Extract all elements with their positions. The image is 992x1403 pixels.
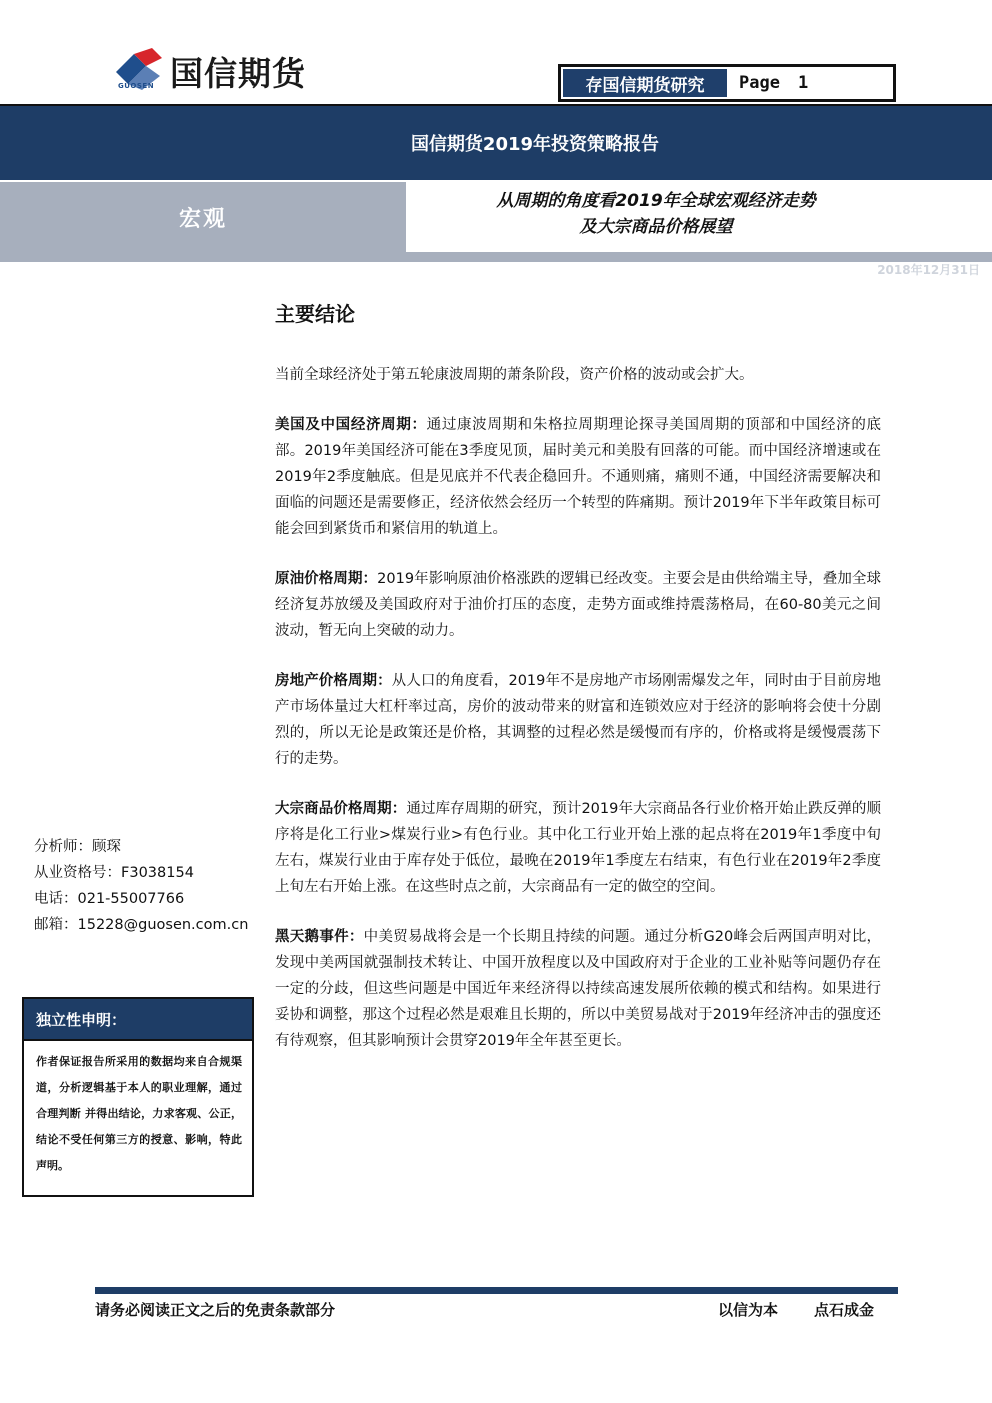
footer-mottos xyxy=(718,1299,874,1320)
intro-paragraph: 当前全球经济处于第五轮康波周期的萧条阶段，资产价格的波动或会扩大。 xyxy=(275,367,754,383)
report-title: 国信期货2019年投资策略报告 xyxy=(410,134,660,155)
paragraph-label: 美国及中国经济周期： xyxy=(275,417,427,433)
analyst-info xyxy=(34,834,248,938)
declaration-body: 作者保证报告所采用的数据均来自合规渠道，分析逻辑基于本人的职业理解，通过合理判断 并得出结论，力求客观、公正，结论不受任何第三方的授意、影响，特此声明。 xyxy=(36,1055,242,1172)
subtitle-line-1: 从周期的角度看2019年全球宏观经济走势 xyxy=(496,191,816,211)
page-indicator xyxy=(729,67,893,99)
paragraph-label: 原油价格周期： xyxy=(275,571,378,587)
footer-rule xyxy=(95,1287,898,1294)
paragraph-label: 房地产价格周期： xyxy=(275,673,392,689)
paragraph-oil xyxy=(275,566,881,644)
date-band xyxy=(0,252,992,262)
paragraph-real-estate xyxy=(275,668,881,772)
report-date: 2018年12月31日 xyxy=(877,263,980,277)
paragraph-label: 大宗商品价格周期： xyxy=(275,801,407,817)
logo-subtext: GUOSEN xyxy=(118,82,155,90)
paragraph-us-china xyxy=(275,412,881,542)
logo-text: 国信期货 xyxy=(170,54,306,93)
main-content xyxy=(275,362,881,1078)
paragraph-black-swan xyxy=(275,924,881,1054)
research-label: 存国信期货研究 xyxy=(561,67,729,99)
footer-motto-2: 点石成金 xyxy=(814,1301,875,1319)
paragraph-text: 中美贸易战将会是一个长期且持续的问题。通过分析G20峰会后两国声明对比，发现中美两国就强制技术转让、中国开放程度以及中国政府对于企业的工业补贴等问题仍存在一定的分歧，但这些问题是中国近年来经济得以持续高速发展所依赖的模式和结构。如果进行妥协和调整，那这个过程必然是艰难且长期的，所以中美贸易战对于2019年经济冲击的强度还有待观察，但其影响预计会贯穿2019年全年甚至更长。 xyxy=(275,929,882,1049)
analyst-email: 邮箱：15228@guosen.com.cn xyxy=(34,917,249,933)
paragraph-label: 黑天鹅事件： xyxy=(275,929,364,945)
subtitle-line-2: 及大宗商品价格展望 xyxy=(579,217,733,237)
paragraph-text: 2019年影响原油价格涨跌的逻辑已经改变。主要会是由供给端主导，叠加全球经济复苏放缓及美国政府对于油价打压的态度，走势方面或维持震荡格局，在60-80美元之间波动，暂无向上突破的动力。 xyxy=(275,571,882,639)
page-word: Page xyxy=(739,73,780,93)
footer-motto-1: 以信为本 xyxy=(718,1301,779,1319)
paragraph-text: 从人口的角度看，2019年不是房地产市场刚需爆发之年，同时由于目前房地产市场体量过大杠杆率过高，房价的波动带来的财富和连锁效应对于经济的影响将会使十分剧烈的，所以无论是政策还是价格，其调整的过程必然是缓慢而有序的，价格或将是缓慢震荡下行的走势。 xyxy=(275,673,882,767)
independence-declaration xyxy=(22,997,254,1197)
analyst-name: 分析师：顾琛 xyxy=(34,839,121,855)
footer-disclaimer: 请务必阅读正文之后的免责条款部分 xyxy=(95,1301,336,1319)
category-label: 宏观 xyxy=(178,206,227,232)
page-number: 1 xyxy=(797,73,809,93)
declaration-title: 独立性申明： xyxy=(24,999,252,1041)
analyst-license: 从业资格号：F3038154 xyxy=(34,865,194,881)
paragraph-commodities xyxy=(275,796,881,900)
company-logo xyxy=(112,46,352,92)
research-header-box xyxy=(558,64,896,102)
section-heading: 主要结论 xyxy=(275,302,355,326)
analyst-phone: 电话：021-55007766 xyxy=(34,891,185,907)
paragraph-text: 通过康波周期和朱格拉周期理论探寻美国周期的顶部和中国经济的底部。2019年美国经济可能在3季度见顶，届时美元和美股有回落的可能。而中国经济增速或在2019年2季度触底。但是见底并不代表企稳回升。不通则痛，痛则不通，中国经济需要解决和面临的问题还是需要修正，经济依然会经历一个转型的阵痛期。预计2019年下半年政策目标可能会回到紧货币和紧信用的轨道上。 xyxy=(275,417,882,537)
paragraph-text: 通过库存周期的研究，预计2019年大宗商品各行业价格开始止跌反弹的顺序将是化工行业>煤炭行业>有色行业。其中化工行业开始上涨的起点将在2019年1季度中旬左右，煤炭行业由于库存处于低位，最晚在2019年1季度左右结束，有色行业在2019年2季度上旬左右开始上涨。在这些时点之前，大宗商品有一定的做空的空间。 xyxy=(275,801,882,895)
report-subtitle xyxy=(406,188,906,240)
